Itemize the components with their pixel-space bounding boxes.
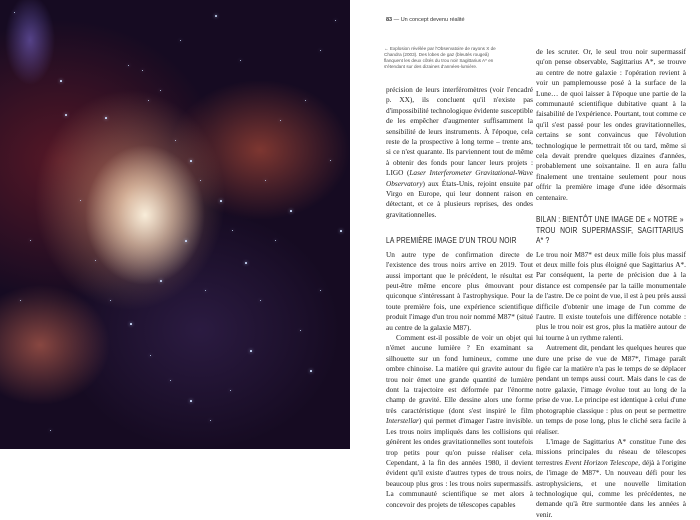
paragraph: précision de leurs interféromètres (voir l'encadré p. XX), ils concluent qu'il n'existe pas d'impossibilité technologique évidente susceptible de les empêcher d'augmenter suffisamment la sensibilité de leurs instruments. À l'époque, cela reste de la prospective à long terme – trente ans, si ce n'est quarante. Ils parviennent tout de même à obtenir des fonds pour lancer leurs projets : LIGO (Laser Interferometer Gravitational-Wave Observatory) aux États-Unis, rejoint ensuite par Virgo en Europe, qui leur donnent raison en détectant, et ce à plusieurs reprises, des ondes gravitationnelles. [386, 85, 533, 219]
star [280, 120, 281, 121]
star [232, 230, 233, 231]
star [330, 160, 331, 161]
star [150, 355, 151, 356]
star [265, 180, 266, 181]
paragraph: Autrement dit, pendant les quelques heures que dure une prise de vue de M87*, l'image paraît figée car la matière n'a pas le temps de se déplacer pendant un temps aussi court. Mais dans le cas de notre galaxie, l'image évolue tout au long de la prise de vue. Le principe est identique à celui d'une photographie classique : plus on peut se permettre un temps de pose long, plus le cliché sera facile à réaliser. [536, 343, 686, 436]
star [340, 230, 342, 232]
star [250, 350, 252, 352]
star [130, 323, 132, 325]
star [190, 160, 192, 162]
galactic-center-photo [0, 0, 350, 449]
star [300, 330, 301, 331]
star [275, 240, 276, 241]
page-number: 83 [386, 17, 393, 23]
star [148, 100, 149, 101]
star [290, 210, 292, 212]
column-left [386, 85, 533, 510]
star [215, 15, 217, 17]
column-right [536, 47, 686, 520]
star [205, 290, 206, 291]
star [175, 140, 176, 141]
star [65, 114, 67, 116]
star [260, 300, 261, 301]
arrow-left-icon: ← [384, 46, 389, 51]
star [128, 65, 129, 66]
star [20, 300, 21, 301]
star [30, 240, 31, 241]
star [190, 400, 192, 402]
star [105, 117, 107, 119]
star [200, 180, 201, 181]
star [95, 260, 96, 261]
star [185, 240, 187, 242]
star [170, 380, 171, 381]
running-header [386, 17, 465, 23]
star [14, 12, 15, 13]
star [220, 200, 222, 202]
photo-caption [384, 46, 506, 70]
paragraph: L'image de Sagittarius A* constitue l'une des missions principales du réseau de télescopes terrestres Event Horizon Telescope, déjà à l'origine de l'image de M87*. Un nouveau défi pour les astrophysiciens, et une nouvelle limitation technologique qui, comme les précédentes, ne demande qu'à être surmontée dans les années à venir. [536, 436, 686, 519]
star [305, 100, 306, 101]
section-heading-first-image: LA PREMIÈRE IMAGE D'UN TROU NOIR [386, 236, 517, 246]
star [320, 50, 321, 51]
section-heading-bilan: BILAN : BIENTÔT UNE IMAGE DE « NOTRE » TROU NOIR SUPERMASSIF, SAGITTARIUS A* ? [536, 215, 684, 246]
star [210, 420, 211, 421]
paragraph: Comment est-il possible de voir un objet qui n'émet aucune lumière ? En examinant sa silhouette sur un fond lumineux, comme une ombre chinoise. La matière qui gravite autour du trou noir émet une grande quantité de lumière dont la trajectoire est déformée par l'énorme champ de gravité. Elle dessine alors une forme très caractéristique (dont s'est inspiré le film Interstellar) qui permet d'imager l'astre invisible. Les trous noirs impliqués dans les collisions qui génèrent les ondes gravitationnelles sont toutefois trop petits pour qu'on puisse réaliser cela. Cependant, à la fin des années 1980, il devient évident qu'il existe d'autres types de trous noirs, beaucoup plus gros : les trous noirs supermassifs. La communauté scientifique se met alors à concevoir des projets de télescopes capables [386, 333, 533, 509]
star [160, 90, 161, 91]
star [335, 20, 336, 21]
paragraph: Le trou noir M87* est deux mille fois plus massif et deux mille fois plus éloigné que Sagittarius A*. Par conséquent, la perte de précision due à la distance est compensée par la taille monumentale de l'astre. De ce point de vue, il est à peu près aussi difficile d'obtenir une image de l'un comme de l'autre. Il existe toutefois une différence notable : plus le trou noir est gros, plus la matière autour de lui tourne à un rythme ralenti. [536, 249, 686, 342]
star [320, 290, 321, 291]
star [60, 80, 62, 82]
star [50, 430, 51, 431]
star [160, 280, 162, 282]
star [110, 300, 111, 301]
paragraph: de les scruter. Or, le seul trou noir supermassif qu'on pense observable, Sagittarius A*, se trouve au centre de notre galaxie : l'opération revient à voir un pamplemousse posé à la surface de la Lune… de quoi laisser à l'époque une partie de la communauté scientifique dubitative quant à la faisabilité de l'expérience. Pourtant, tout comme ce qu'il s'est passé pour les ondes gravitationnelles, certains se sont convaincus que l'évolution technologique le permettrait tôt ou tard, même si cela devait prendre quelques dizaines d'années, probablement une soixantaine. Il en aura fallu finalement une trentaine seulement pour nous offrir la première image d'une idée désormais centenaire. [536, 47, 686, 202]
paragraph: Un autre type de confirmation directe de l'existence des trous noirs arrive en 2019. Tout aussi important que le précédent, le résultat est peut-être même encore plus émouvant pour quiconque s'intéressant à l'astrophysique. Pour la toute première fois, une expérience scientifique produit l'image d'un trou noir nommé M87* (situé au centre de la galaxie M87). [386, 249, 533, 332]
caption-text: Explosion révélée par l'Observatoire de rayons X de Chandra (2003). Des lobes de gaz (bleutés rougeâ) flanquent les deux côtés du trou noir Sagittarius A* en s'étendant sur des dizaines d'années-lumière. [384, 46, 496, 69]
header-separator: — [392, 17, 401, 23]
star [245, 262, 247, 264]
star [230, 390, 231, 391]
star [310, 370, 312, 372]
star [142, 70, 143, 71]
section-title: Un concept devenu réalité [400, 17, 465, 23]
star [240, 60, 241, 61]
star [180, 40, 181, 41]
star [80, 200, 81, 201]
